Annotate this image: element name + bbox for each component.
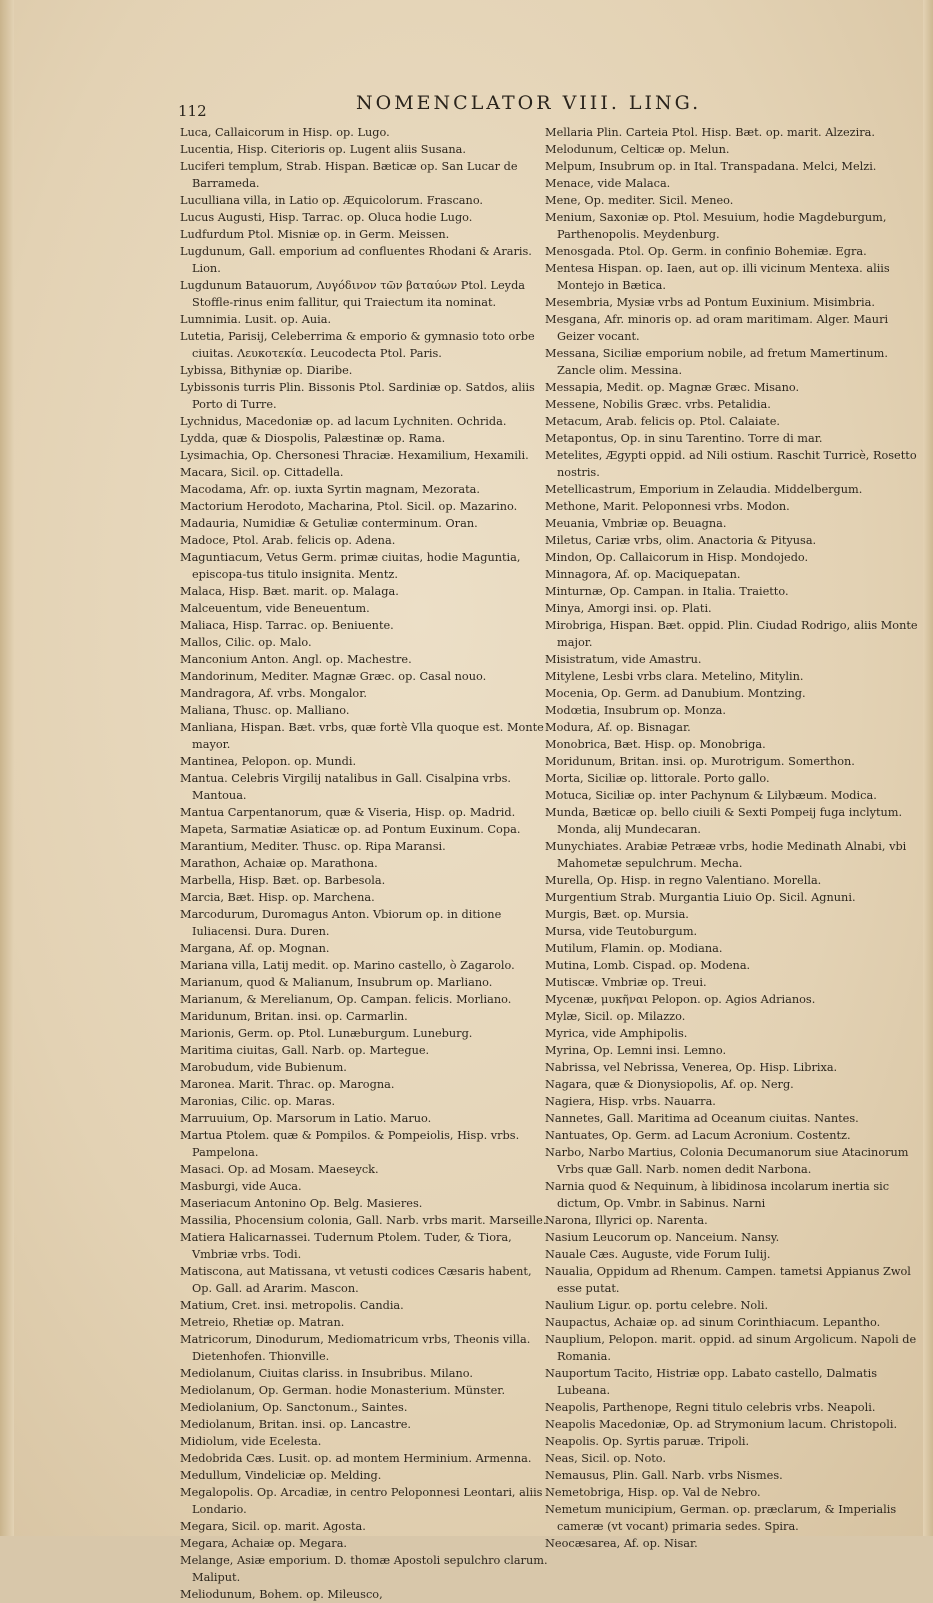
entry: Madoce, Ptol. Arab. felicis op. Adena. [180, 534, 396, 547]
entry: Murella, Op. Hisp. in regno Valentiano. Morella. [545, 874, 822, 887]
entry: Nemetobriga, Hisp. op. Val de Nebro. [545, 1486, 761, 1499]
entry: Maliana, Thusc. op. Malliano. [180, 704, 350, 717]
entry: Maguntiacum, Vetus Germ. primæ ciuitas, hodie Maguntia, episcopa-tus titulo insignita. Mentz. [180, 551, 521, 581]
entry: Luca, Callaicorum in Hisp. op. Lugo. [180, 126, 390, 139]
entry: Modœtia, Insubrum op. Monza. [545, 704, 726, 717]
entry: Miletus, Cariæ vrbs, olim. Anactoria & Pityusa. [545, 534, 817, 547]
entry: Neocæsarea, Af. op. Nisar. [545, 1537, 698, 1550]
entry: Matiscona, aut Matissana, vt vetusti codices Cæsaris habent, Op. Gall. ad Ararim. Mascon. [180, 1265, 532, 1295]
entry: Marcodurum, Duromagus Anton. Vbiorum op. in ditione Iuliacensi. Dura. Duren. [180, 908, 502, 938]
entry: Nantuates, Op. Germ. ad Lacum Acronium. Costentz. [545, 1129, 851, 1142]
entry: Mutilum, Flamin. op. Modiana. [545, 942, 723, 955]
entry: Megara, Achaiæ op. Megara. [180, 1537, 348, 1550]
entry: Lumnimia. Lusit. op. Auia. [180, 313, 332, 326]
entry: Mylæ, Sicil. op. Milazzo. [545, 1010, 686, 1023]
entry: Melange, Asiæ emporium. D. thomæ Apostoli sepulchro clarum. Maliput. [180, 1554, 548, 1584]
entry: Morta, Siciliæ op. littorale. Porto gallo. [545, 772, 770, 785]
entry: Margana, Af. op. Mognan. [180, 942, 330, 955]
entry: Mentesa Hispan. op. Iaen, aut op. illi vicinum Mentexa. aliis Montejo in Bætica. [545, 262, 890, 292]
entry: Mandorinum, Mediter. Magnæ Græc. op. Casal nouo. [180, 670, 487, 683]
entry: Midiolum, vide Ecelesta. [180, 1435, 322, 1448]
entry: Malceuentum, vide Beneuentum. [180, 602, 370, 615]
entry: Matiera Halicarnassei. Tudernum Ptolem. Tuder, & Tiora, Vmbriæ vrbs. Todi. [180, 1231, 512, 1261]
entry: Lucus Augusti, Hisp. Tarrac. op. Oluca hodie Lugo. [180, 211, 473, 224]
entry: Matium, Cret. insi. metropolis. Candia. [180, 1299, 404, 1312]
entry: Marruuium, Op. Marsorum in Latio. Maruo. [180, 1112, 432, 1125]
entry: Masaci. Op. ad Mosam. Maeseyck. [180, 1163, 379, 1176]
entry: Motuca, Siciliæ op. inter Pachynum & Lilybæum. Modica. [545, 789, 877, 802]
entry: Mene, Op. mediter. Sicil. Meneo. [545, 194, 734, 207]
entry: Mycenæ, μυκῆναι Pelopon. op. Agios Adrianos. [545, 993, 816, 1006]
entry: Mediolanium, Op. Sanctonum., Saintes. [180, 1401, 408, 1414]
entry: Lugdunum Batauorum, Λυγόδινον τῶν βαταύων Ptol. Leyda Stoffle-rinus enim fallitur, qui Traiectum ita nominat. [180, 279, 526, 309]
entry: Minya, Amorgi insi. op. Plati. [545, 602, 712, 615]
entry: Menace, vide Malaca. [545, 177, 671, 190]
entry: Naulium Ligur. op. portu celebre. Noli. [545, 1299, 769, 1312]
entry: Megalopolis. Op. Arcadiæ, in centro Peloponnesi Leontari, aliis Londario. [180, 1486, 543, 1516]
entry: Messana, Siciliæ emporium nobile, ad fretum Mamertinum. Zancle olim. Messina. [545, 347, 888, 377]
entry: Marobudum, vide Bubienum. [180, 1061, 347, 1074]
entry: Masburgi, vide Auca. [180, 1180, 302, 1193]
entry: Mocenia, Op. Germ. ad Danubium. Montzing. [545, 687, 806, 700]
entry: Nauportum Tacito, Histriæ opp. Labato castello, Dalmatis Lubeana. [545, 1367, 878, 1397]
entry: Mellaria Plin. Carteia Ptol. Hisp. Bæt. op. marit. Alzezira. [545, 126, 875, 139]
entry: Naualia, Oppidum ad Rhenum. Campen. tametsi Appianus Zwol esse putat. [545, 1265, 911, 1295]
entry: Myrica, vide Amphipolis. [545, 1027, 688, 1040]
entry: Martua Ptolem. quæ & Pompilos. & Pompeiolis, Hisp. vrbs. Pampelona. [180, 1129, 520, 1159]
entry: Metellicastrum, Emporium in Zelaudia. Middelbergum. [545, 483, 863, 496]
entry: Nemausus, Plin. Gall. Narb. vrbs Nismes. [545, 1469, 783, 1482]
entry: Messene, Nobilis Græc. vrbs. Petalidia. [545, 398, 771, 411]
entry: Meliodunum, Bohem. op. Mileusco, [180, 1588, 383, 1601]
entry: Minnagora, Af. op. Maciquepatan. [545, 568, 741, 581]
entry: Metreio, Rhetiæ op. Matran. [180, 1316, 345, 1329]
entry: Metapontus, Op. in sinu Tarentino. Torre di mar. [545, 432, 823, 445]
entry: Metelites, Ægypti oppid. ad Nili ostium. Raschit Turricè, Rosetto nostris. [545, 449, 917, 479]
page-edge-left [0, 0, 14, 1536]
entry: Mirobriga, Hispan. Bæt. oppid. Plin. Ciudad Rodrigo, aliis Monte major. [545, 619, 918, 649]
entry: Nabrissa, vel Nebrissa, Venerea, Op. Hisp. Librixa. [545, 1061, 838, 1074]
entry: Nemetum municipium, German. op. præclarum, & Imperialis cameræ (vt vocant) primaria sedes. Spira. [545, 1503, 897, 1533]
entry: Misistratum, vide Amastru. [545, 653, 702, 666]
entry: Mutina, Lomb. Cispad. op. Modena. [545, 959, 751, 972]
entry: Medullum, Vindeliciæ op. Melding. [180, 1469, 382, 1482]
entry: Malaca, Hisp. Bæt. marit. op. Malaga. [180, 585, 399, 598]
entry: Neapolis. Op. Syrtis paruæ. Tripoli. [545, 1435, 750, 1448]
entry: Megara, Sicil. op. marit. Agosta. [180, 1520, 366, 1533]
entry: Macodama, Afr. op. iuxta Syrtin magnam, Mezorata. [180, 483, 480, 496]
entry: Lybissa, Bithyniæ op. Diaribe. [180, 364, 353, 377]
entry: Marbella, Hisp. Bæt. op. Barbesola. [180, 874, 386, 887]
entry: Munychiates. Arabiæ Petrææ vrbs, hodie Medinath Alnabi, vbi Mahometæ sepulchrum. Mecha. [545, 840, 907, 870]
entry: Mesembria, Mysiæ vrbs ad Pontum Euxinium. Misimbria. [545, 296, 875, 309]
entry: Marianum, & Merelianum, Op. Campan. felicis. Morliano. [180, 993, 512, 1006]
entry: Metacum, Arab. felicis op. Ptol. Calaiate. [545, 415, 780, 428]
entry: Messapia, Medit. op. Magnæ Græc. Misano. [545, 381, 800, 394]
left-column [180, 124, 555, 1603]
entry: Nagara, quæ & Dionysiopolis, Af. op. Nerg. [545, 1078, 794, 1091]
entry: Manliana, Hispan. Bæt. vrbs, quæ fortè Vlla quoque est. Monte mayor. [180, 721, 544, 751]
entry: Marantium, Mediter. Thusc. op. Ripa Maransi. [180, 840, 446, 853]
entry: Maronias, Cilic. op. Maras. [180, 1095, 336, 1108]
entry: Neapolis, Parthenope, Regni titulo celebris vrbs. Neapoli. [545, 1401, 876, 1414]
running-head: NOMENCLATOR VIII. LING. [356, 92, 702, 114]
page-number: 112 [178, 102, 207, 120]
entry: Nauale Cæs. Auguste, vide Forum Iulij. [545, 1248, 771, 1261]
entry: Myrina, Op. Lemni insi. Lemno. [545, 1044, 727, 1057]
entry: Mantinea, Pelopon. op. Mundi. [180, 755, 357, 768]
entry: Nauplium, Pelopon. marit. oppid. ad sinum Argolicum. Napoli de Romania. [545, 1333, 917, 1363]
entry: Mindon, Op. Callaicorum in Hisp. Mondojedo. [545, 551, 809, 564]
entry: Lychnidus, Macedoniæ op. ad lacum Lychniten. Ochrida. [180, 415, 507, 428]
entry: Menium, Saxoniæ op. Ptol. Mesuium, hodie Magdeburgum, Parthenopolis. Meydenburg. [545, 211, 887, 241]
entry: Menosgada. Ptol. Op. Germ. in confinio Bohemiæ. Egra. [545, 245, 867, 258]
entry: Meuania, Vmbriæ op. Beuagna. [545, 517, 727, 530]
entry: Mutiscæ. Vmbriæ op. Treui. [545, 976, 707, 989]
entry: Mandragora, Af. vrbs. Mongalor. [180, 687, 367, 700]
entry: Modura, Af. op. Bisnagar. [545, 721, 691, 734]
entry: Ludfurdum Ptol. Misniæ op. in Germ. Meissen. [180, 228, 450, 241]
right-column [545, 124, 920, 1552]
entry: Macara, Sicil. op. Cittadella. [180, 466, 344, 479]
entry: Narona, Illyrici op. Narenta. [545, 1214, 708, 1227]
entry: Mursa, vide Teutoburgum. [545, 925, 698, 938]
entry: Neapolis Macedoniæ, Op. ad Strymonium lacum. Christopoli. [545, 1418, 898, 1431]
entry: Lucentia, Hisp. Citerioris op. Lugent aliis Susana. [180, 143, 466, 156]
entry: Mediolanum, Ciuitas clariss. in Insubribus. Milano. [180, 1367, 473, 1380]
entry: Monobrica, Bæt. Hisp. op. Monobriga. [545, 738, 766, 751]
entry: Mariana villa, Latij medit. op. Marino castello, ò Zagarolo. [180, 959, 515, 972]
entry: Maronea. Marit. Thrac. op. Marogna. [180, 1078, 395, 1091]
entry: Maseriacum Antonino Op. Belg. Masieres. [180, 1197, 423, 1210]
entry: Murgentium Strab. Murgantia Liuio Op. Sicil. Agnuni. [545, 891, 856, 904]
entry: Lugdunum, Gall. emporium ad confluentes Rhodani & Araris. Lion. [180, 245, 532, 275]
entry: Manconium Anton. Angl. op. Machestre. [180, 653, 412, 666]
entry: Medobrida Cæs. Lusit. op. ad montem Herminium. Armenna. [180, 1452, 532, 1465]
entry: Narnia quod & Nequinum, à libidinosa incolarum inertia sic dictum, Op. Vmbr. in Sabinus. Narni [545, 1180, 890, 1210]
entry: Mesgana, Afr. minoris op. ad oram maritimam. Alger. Mauri Geizer vocant. [545, 313, 889, 343]
entry: Methone, Marit. Peloponnesi vrbs. Modon. [545, 500, 790, 513]
entry: Marathon, Achaiæ op. Marathona. [180, 857, 378, 870]
entry: Massilia, Phocensium colonia, Gall. Narb. vrbs marit. Marseille. [180, 1214, 547, 1227]
entry: Luculliana villa, in Latio op. Æquicolorum. Frascano. [180, 194, 484, 207]
entry: Melpum, Insubrum op. in Ital. Transpadana. Melci, Melzi. [545, 160, 877, 173]
entry: Mitylene, Lesbi vrbs clara. Metelino, Mitylin. [545, 670, 804, 683]
entry: Lydda, quæ & Diospolis, Palæstinæ op. Rama. [180, 432, 446, 445]
entry: Minturnæ, Op. Campan. in Italia. Traietto. [545, 585, 789, 598]
entry: Nagiera, Hisp. vrbs. Nauarra. [545, 1095, 716, 1108]
entry: Madauria, Numidiæ & Getuliæ conterminum. Oran. [180, 517, 478, 530]
entry: Mactorium Herodoto, Macharina, Ptol. Sicil. op. Mazarino. [180, 500, 518, 513]
entry: Narbo, Narbo Martius, Colonia Decumanorum siue Atacinorum Vrbs quæ Gall. Narb. nomen dedit Narbona. [545, 1146, 909, 1176]
entry: Mapeta, Sarmatiæ Asiaticæ op. ad Pontum Euxinum. Copa. [180, 823, 521, 836]
entry: Lysimachia, Op. Chersonesi Thraciæ. Hexamilium, Hexamili. [180, 449, 529, 462]
entry: Maritima ciuitas, Gall. Narb. op. Martegue. [180, 1044, 430, 1057]
entry: Mediolanum, Britan. insi. op. Lancastre. [180, 1418, 412, 1431]
entry: Moridunum, Britan. insi. op. Murotrigum. Somerthon. [545, 755, 855, 768]
entry: Mediolanum, Op. German. hodie Monasterium. Münster. [180, 1384, 506, 1397]
entry: Murgis, Bæt. op. Mursia. [545, 908, 689, 921]
page-edge-right [923, 0, 933, 1536]
entry: Mantua. Celebris Virgilij natalibus in Gall. Cisalpina vrbs. Mantoua. [180, 772, 512, 802]
entry: Lybissonis turris Plin. Bissonis Ptol. Sardiniæ op. Satdos, aliis Porto di Turre. [180, 381, 535, 411]
entry: Mallos, Cilic. op. Malo. [180, 636, 312, 649]
entry: Maliaca, Hisp. Tarrac. op. Beniuente. [180, 619, 394, 632]
entry: Neas, Sicil. op. Noto. [545, 1452, 667, 1465]
entry: Marionis, Germ. op. Ptol. Lunæburgum. Luneburg. [180, 1027, 473, 1040]
entry: Marianum, quod & Malianum, Insubrum op. Marliano. [180, 976, 493, 989]
entry: Matricorum, Dinodurum, Mediomatricum vrbs, Theonis villa. Dietenhofen. Thionville. [180, 1333, 531, 1363]
entry: Maridunum, Britan. insi. op. Carmarlin. [180, 1010, 408, 1023]
entry: Melodunum, Celticæ op. Melun. [545, 143, 730, 156]
entry: Marcia, Bæt. Hisp. op. Marchena. [180, 891, 375, 904]
entry: Mantua Carpentanorum, quæ & Viseria, Hisp. op. Madrid. [180, 806, 516, 819]
entry: Munda, Bæticæ op. bello ciuili & Sexti Pompeij fuga inclytum. Monda, alij Mundecaran. [545, 806, 903, 836]
entry: Naupactus, Achaiæ op. ad sinum Corinthiacum. Lepantho. [545, 1316, 881, 1329]
entry: Nasium Leucorum op. Nanceium. Nansy. [545, 1231, 780, 1244]
entry: Luciferi templum, Strab. Hispan. Bæticæ op. San Lucar de Barrameda. [180, 160, 518, 190]
entry: Lutetia, Parisij, Celeberrima & emporio & gymnasio toto orbe ciuitas. Λευκοτεκία. Leucodecta Ptol. Paris. [180, 330, 535, 360]
entry: Nannetes, Gall. Maritima ad Oceanum ciuitas. Nantes. [545, 1112, 859, 1125]
